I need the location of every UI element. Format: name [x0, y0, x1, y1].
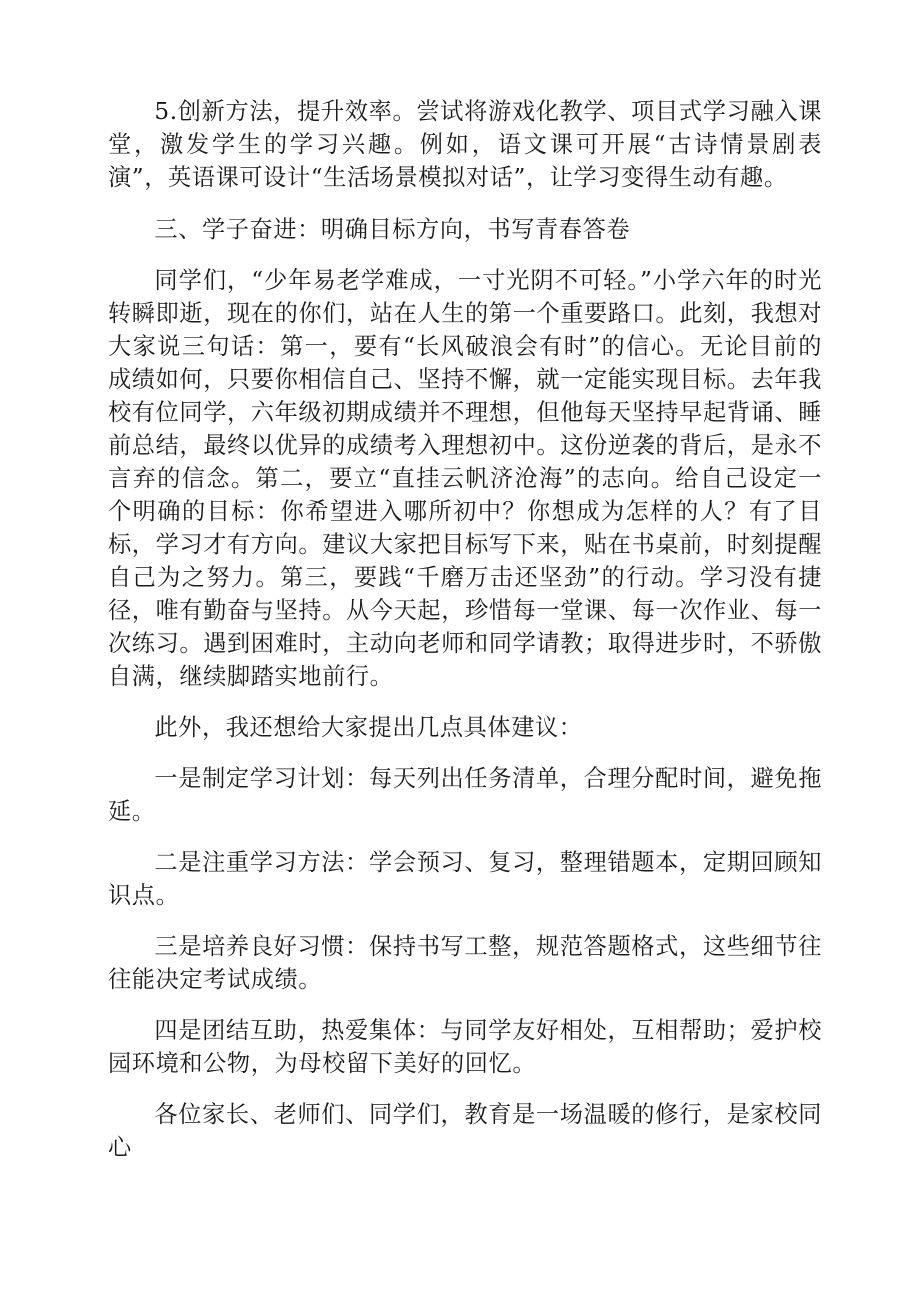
- paragraph-suggestion-plan: 一是制定学习计划：每天列出任务清单，合理分配时间，避免拖延。: [108, 765, 822, 825]
- paragraph-suggestion-method: 二是注重学习方法：学会预习、复习，整理错题本，定期回顾知识点。: [108, 849, 822, 909]
- section-heading-students: 三、学子奋进：明确目标方向，书写青春答卷: [154, 216, 631, 243]
- paragraph-suggestion-habits: 三是培养良好习惯：保持书写工整，规范答题格式，这些细节往往能决定考试成绩。: [108, 933, 822, 993]
- document-page: [108, 95, 822, 1164]
- paragraph-closing: 各位家长、老师们、同学们，教育是一场温暖的修行，是家校同心: [108, 1101, 822, 1161]
- paragraph-students-address: 同学们，“少年易老学难成，一寸光阴不可轻。”小学六年的时光转瞬即逝，现在的你们，站在人生的第一个重要路口。此刻，我想对大家说三句话：第一，要有“长风破浪会有时”的信心。无论目前的成绩如何，只要你相信自己、坚持不懈，就一定能实现目标。去年我校有位同学，六年级初期成绩并不理想，但他每天坚持早起背诵、睡前总结，最终以优异的成绩考入理想初中。这份逆袭的背后，是永不言弃的信念。第二，要立“直挂云帆济沧海”的志向。给自己设定一个明确的目标：你希望进入哪所初中？你想成为怎样的人？有了目标，学习才有方向。建议大家把目标写下来，贴在书桌前，时刻提醒自己为之努力。第三，要践“千磨万击还坚劲”的行动。学习没有捷径，唯有勤奋与坚持。从今天起，珍惜每一堂课、每一次作业、每一次练习。遇到困难时，主动向老师和同学请教；取得进步时，不骄傲自满，继续脚踏实地前行。: [108, 267, 822, 690]
- paragraph-suggestions-intro: 此外，我还想给大家提出几点具体建议：: [154, 714, 583, 741]
- paragraph-suggestion-unity: 四是团结互助，热爱集体：与同学友好相处，互相帮助；爱护校园环境和公物，为母校留下美好的回忆。: [108, 1017, 822, 1077]
- paragraph-innovation: 5.创新方法，提升效率。尝试将游戏化教学、项目式学习融入课堂，激发学生的学习兴趣。例如，语文课可开展“古诗情景剧表演”，英语课可设计“生活场景模拟对话”，让学习变得生动有趣。: [108, 98, 822, 191]
